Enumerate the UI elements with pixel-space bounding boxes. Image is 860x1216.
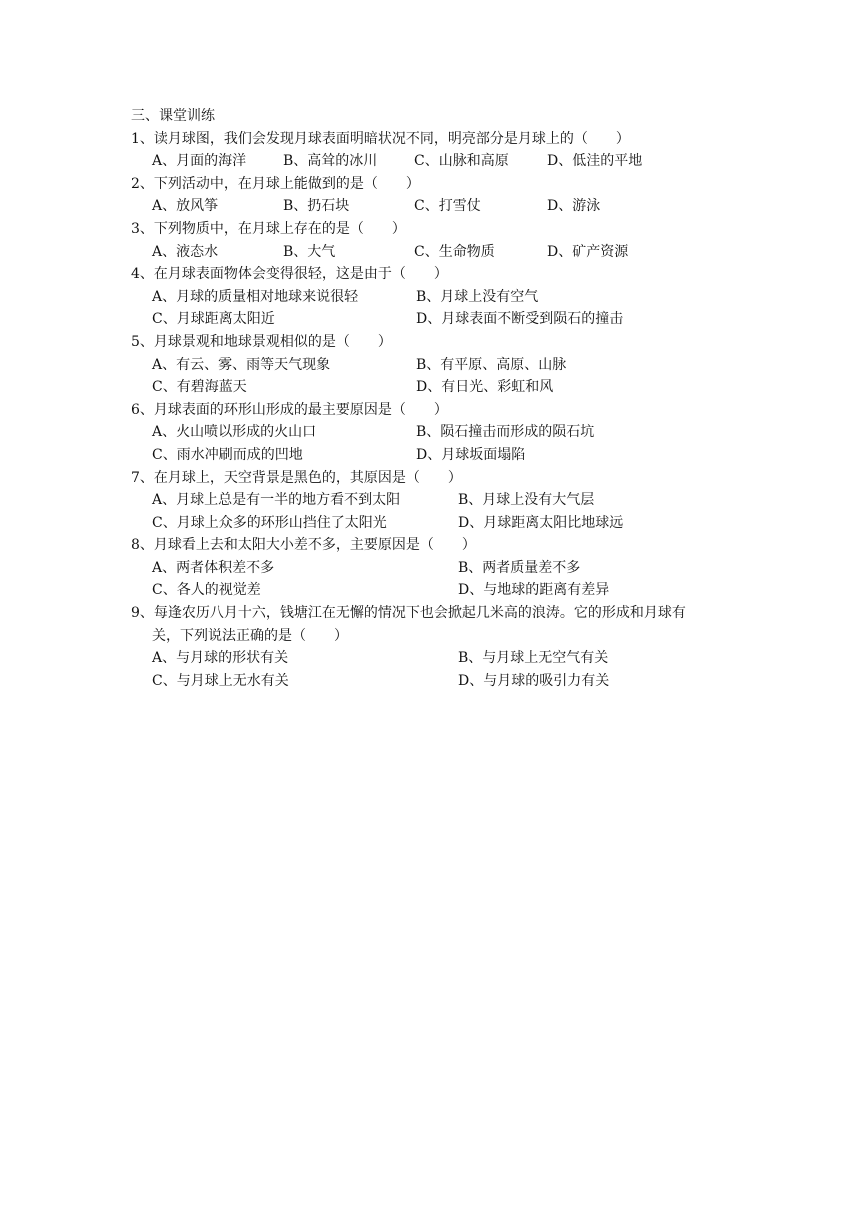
option-c: C、生命物质 [414,243,495,260]
option-c: C、月球上众多的环形山挡住了太阳光 [152,514,387,531]
option-row [131,670,751,693]
option-d: D、月球坂面塌陷 [416,446,526,463]
option-row [131,354,751,377]
option-d: D、矿产资源 [547,243,629,260]
option-c: C、与月球上无水有关 [152,672,289,689]
option-a: A、有云、雾、雨等天气现象 [152,356,331,373]
option-c: C、雨水冲刷而成的凹地 [152,446,303,463]
option-a: A、两者体积差不多 [152,559,275,576]
option-d: D、低洼的平地 [547,153,643,170]
question-text: 关，下列说法正确的是（ ） [152,627,348,644]
question-3 [131,218,751,263]
option-row [131,195,751,218]
option-d: D、月球表面不断受到陨石的撞击 [416,311,624,328]
question-text: 8、月球看上去和太阳大小差不多，主要原因是（ ） [131,537,476,554]
option-d: D、与月球的吸引力有关 [458,672,610,689]
option-b: B、有平原、高原、山脉 [416,356,567,373]
question-1 [131,128,751,173]
section-title: 三、课堂训练 [131,108,215,124]
option-row [131,308,751,331]
option-b: B、两者质量差不多 [458,559,581,576]
option-b: B、陨石撞击而形成的陨石坑 [416,424,595,441]
option-row [131,241,751,264]
question-text: 1、读月球图，我们会发现月球表面明暗状况不同，明亮部分是月球上的（ ） [131,130,630,147]
option-row [131,376,751,399]
question-text: 2、下列活动中，在月球上能做到的是（ ） [131,175,420,192]
question-text: 3、下列物质中，在月球上存在的是（ ） [131,220,406,237]
question-9 [131,602,751,692]
question-text: 9、每逢农历八月十六，钱塘江在无懈的情况下也会掀起几米高的浪涛。它的形成和月球有 [131,605,686,622]
option-a: A、火山喷以形成的火山口 [152,424,317,441]
question-8 [131,534,751,602]
option-row [131,286,751,309]
option-b: B、大气 [283,243,336,260]
question-text: 6、月球表面的环形山形成的最主要原因是（ ） [131,401,448,418]
option-c: C、月球距离太阳近 [152,311,275,328]
question-text: 7、在月球上，天空背景是黑色的，其原因是（ ） [131,469,462,486]
option-a: A、与月球的形状有关 [152,650,289,667]
option-a: A、月球上总是有一半的地方看不到太阳 [152,492,401,509]
option-a: A、月面的海洋 [152,153,247,170]
option-c: C、山脉和高原 [414,153,509,170]
option-row [131,557,751,580]
option-a: A、月球的质量相对地球来说很轻 [152,288,359,305]
option-b: B、与月球上无空气有关 [458,650,609,667]
option-d: D、与地球的距离有差异 [458,582,610,599]
question-4 [131,263,751,331]
option-c: C、打雪仗 [414,198,481,215]
question-6 [131,399,751,467]
option-b: B、高耸的冰川 [283,153,378,170]
option-a: A、液态水 [152,243,219,260]
option-b: B、扔石块 [283,198,350,215]
option-row [131,444,751,467]
option-row [131,512,751,535]
option-row [131,579,751,602]
option-c: C、有碧海蓝天 [152,379,247,396]
exercise-content [131,105,751,692]
question-2 [131,173,751,218]
option-a: A、放风筝 [152,198,219,215]
option-b: B、月球上没有大气层 [458,492,595,509]
option-b: B、月球上没有空气 [416,288,539,305]
option-row [131,489,751,512]
option-row [131,647,751,670]
question-text: 5、月球景观和地球景观相似的是（ ） [131,333,392,350]
question-text: 4、在月球表面物体会变得很轻，这是由于（ ） [131,266,448,283]
question-7 [131,467,751,535]
option-row [131,150,751,173]
option-d: D、有日光、彩虹和风 [416,379,554,396]
option-c: C、各人的视觉差 [152,582,261,599]
question-5 [131,331,751,399]
option-d: D、游泳 [547,198,601,215]
option-row [131,421,751,444]
option-d: D、月球距离太阳比地球远 [458,514,624,531]
